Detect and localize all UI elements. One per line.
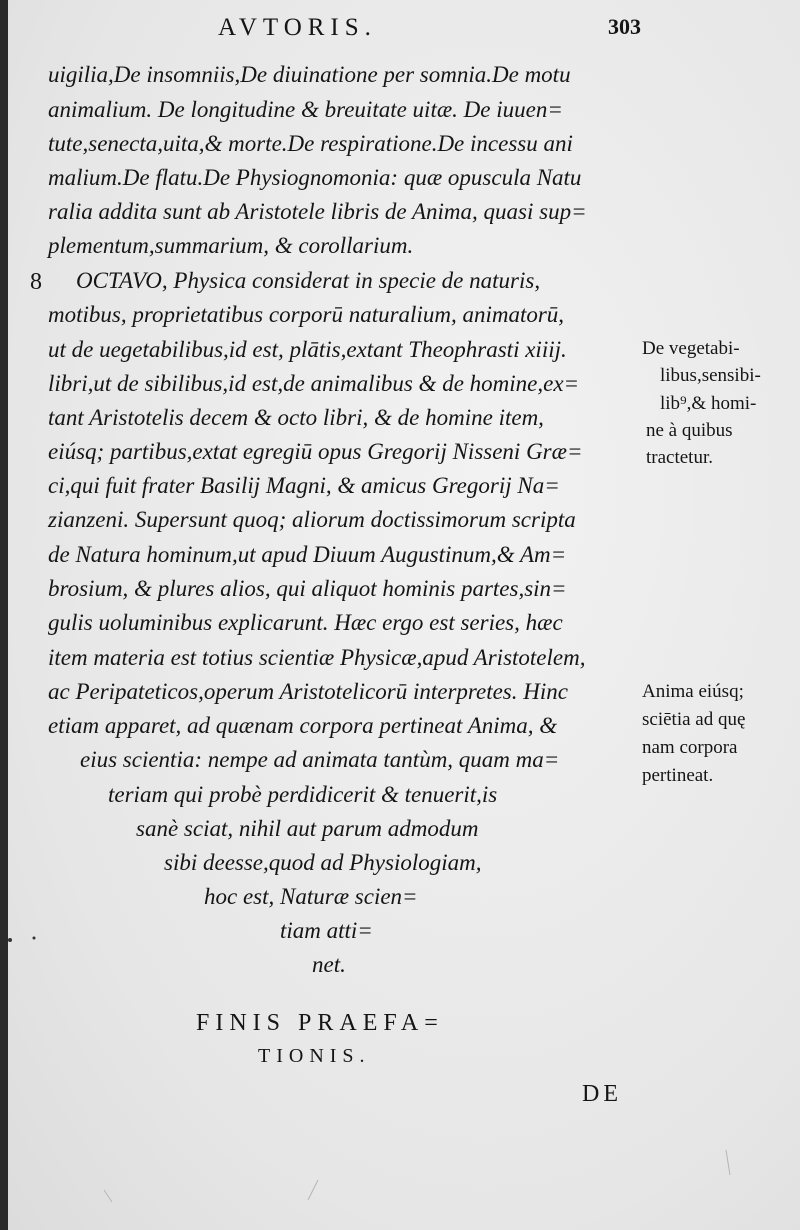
margin-note-line: Anima eiúsq; xyxy=(642,681,744,702)
margin-note-line: libus,sensibi- xyxy=(660,365,761,386)
page-number: 303 xyxy=(608,14,641,39)
paragraph-number: 8 xyxy=(30,269,42,295)
body-line: OCTAVO, Physica considerat in specie de naturis, xyxy=(76,268,541,293)
body-line: plementum,summarium, & corollarium. xyxy=(48,233,414,258)
finis-title-line: FINIS PRAEFA= xyxy=(196,1010,444,1036)
body-line: ci,qui fuit frater Basilij Magni, & amicus Gregorij Na= xyxy=(48,473,560,498)
body-line: de Natura hominum,ut apud Diuum Augustinum,& Am= xyxy=(48,542,567,567)
margin-note-line: lib⁹,& homi- xyxy=(660,393,757,414)
body-line: net. xyxy=(312,952,346,977)
body-line: sibi deesse,quod ad Physiologiam, xyxy=(164,850,482,875)
body-line: eius scientia: nempe ad animata tantùm, quam ma= xyxy=(80,747,560,772)
margin-note-line: ne à quibus xyxy=(646,420,733,441)
body-line: zianzeni. Supersunt quoq; aliorum doctissimorum scripta xyxy=(48,507,576,532)
body-line: ut de uegetabilibus,id est, plātis,extant Theophrasti xiiij. xyxy=(48,337,567,362)
running-head: AVTORIS. xyxy=(218,14,377,41)
body-line: hoc est, Naturæ scien= xyxy=(204,884,418,909)
margin-note-line: De vegetabi- xyxy=(642,338,740,359)
finis-title-line: TIONIS. xyxy=(258,1045,371,1067)
margin-note-line: pertineat. xyxy=(642,765,714,786)
body-line: ac Peripateticos,operum Aristotelicorū interpretes. Hinc xyxy=(48,679,568,704)
body-line: brosium, & plures alios, qui aliquot hominis partes,sin= xyxy=(48,576,567,601)
body-line: motibus, proprietatibus corporū naturalium, animatorū, xyxy=(48,302,565,327)
margin-note-line: nam corpora xyxy=(642,737,738,758)
body-line: tiam atti= xyxy=(280,918,373,943)
body-line: gulis uoluminibus explicarunt. Hæc ergo est series, hæc xyxy=(48,610,563,635)
body-line: teriam qui probè perdidicerit & tenuerit,is xyxy=(108,782,498,807)
body-line: sanè sciat, nihil aut parum admodum xyxy=(136,816,479,841)
body-line: item materia est totius scientiæ Physicæ,apud Aristotelem, xyxy=(48,645,586,670)
margin-note-line: tractetur. xyxy=(646,447,713,468)
body-line: uigilia,De insomniis,De diuinatione per somnia.De motu xyxy=(48,62,571,87)
margin-note-line: sciētia ad quę xyxy=(642,709,746,730)
body-line: etiam apparet, ad quænam corpora pertineat Anima, & xyxy=(48,713,558,738)
catchword: DE xyxy=(582,1081,622,1107)
book-page xyxy=(8,0,800,1230)
body-line: eiúsq; partibus,extat egregiū opus Gregorij Nisseni Græ= xyxy=(48,439,583,464)
paper-blemishes xyxy=(8,0,800,1230)
body-line: animalium. De longitudine & breuitate uitæ. De iuuen= xyxy=(48,97,563,122)
page-edge-shadow xyxy=(0,0,8,1230)
body-line: ralia addita sunt ab Aristotele libris de Anima, quasi sup= xyxy=(48,199,587,224)
body-line: tant Aristotelis decem & octo libri, & de homine item, xyxy=(48,405,544,430)
body-line: malium.De flatu.De Physiognomonia: quæ opuscula Natu xyxy=(48,165,582,190)
body-line: libri,ut de sibilibus,id est,de animalibus & de homine,ex= xyxy=(48,371,580,396)
body-line: tute,senecta,uita,& morte.De respiratione.De incessu ani xyxy=(48,131,573,156)
